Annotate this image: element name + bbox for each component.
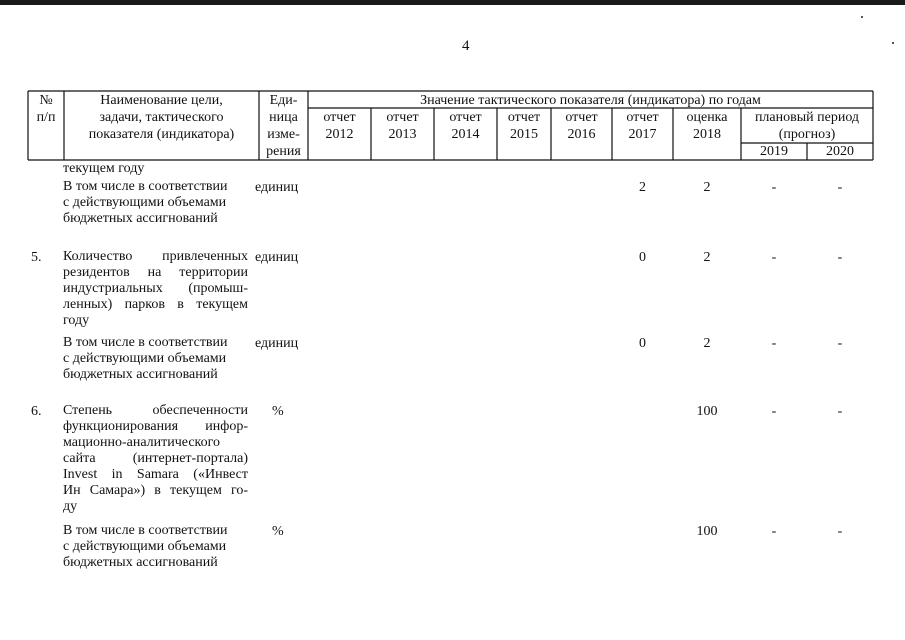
row-value-2018: 2 — [703, 180, 711, 195]
row-text-line: текущем году — [63, 161, 145, 176]
row-unit: единиц — [255, 180, 299, 195]
row-value-2017: 0 — [639, 336, 646, 351]
header-year-kind-2018: оценка — [686, 110, 728, 125]
row-value-2018: 100 — [696, 524, 718, 539]
header-year-2015: 2015 — [510, 127, 538, 142]
header-year-2012: 2012 — [325, 127, 354, 142]
header-year-2014: 2014 — [451, 127, 480, 142]
header-year-2013: 2013 — [388, 127, 417, 142]
header-name-3: показателя (индикатора) — [88, 127, 235, 142]
header-unit-4: рения — [266, 144, 301, 159]
row-text-line: функционирования инфор- — [63, 419, 248, 434]
scan-speck — [861, 16, 863, 18]
row-value-2019: - — [771, 524, 777, 539]
header-year-2016: 2016 — [567, 127, 596, 142]
header-year-kind-2017: отчет — [626, 110, 659, 125]
row-text-line: индустриальных (промыш- — [63, 281, 248, 296]
header-planned-1: плановый период — [754, 110, 860, 125]
row-value-2019: - — [771, 336, 777, 351]
row-unit: единиц — [255, 336, 299, 351]
row-number: 5. — [31, 250, 42, 265]
row-value-2018: 2 — [703, 336, 711, 351]
row-text-line: мационно-аналитического — [63, 435, 221, 450]
header-name-2: задачи, тактического — [99, 110, 224, 125]
row-value-2020: - — [837, 180, 843, 195]
header-unit-1: Еди- — [269, 93, 298, 108]
row-text-line: бюджетных ассигнований — [63, 367, 218, 382]
header-num-1: № — [39, 93, 53, 108]
row-text-line: Ин Самара») в текущем го- — [63, 483, 248, 498]
header-year-kind-2014: отчет — [449, 110, 482, 125]
row-text-line: году — [63, 313, 90, 328]
row-value-2020: - — [837, 404, 843, 419]
row-unit: % — [272, 404, 284, 419]
scan-top-border — [0, 0, 905, 5]
row-text-line: резидентов на территории — [63, 265, 248, 280]
row-unit: единиц — [255, 250, 299, 265]
table-row — [63, 335, 248, 383]
table-row — [63, 523, 248, 571]
header-unit-3: изме- — [267, 127, 300, 142]
row-text-line: Количество привлеченных — [63, 249, 248, 264]
header-year-kind-2012: отчет — [323, 110, 356, 125]
header-year-2019: 2019 — [760, 144, 788, 159]
row-value-2020: - — [837, 250, 843, 265]
row-text-line: бюджетных ассигнований — [63, 211, 218, 226]
header-name-1: Наименование цели, — [100, 93, 223, 108]
row-text-line: В том числе в соответствии — [63, 335, 228, 350]
header-num-2: п/п — [36, 110, 56, 125]
table-row — [63, 403, 248, 515]
row-value-2019: - — [771, 250, 777, 265]
page-number: 4 — [462, 38, 470, 54]
row-text-line: сайта (интернет-портала) — [63, 451, 248, 466]
row-text-line: ленных) парков в текущем — [63, 297, 248, 312]
header-year-kind-2016: отчет — [565, 110, 598, 125]
row-value-2019: - — [771, 180, 777, 195]
row-unit: % — [272, 524, 284, 539]
header-unit-2: ница — [269, 110, 298, 125]
row-text-line: бюджетных ассигнований — [63, 555, 218, 570]
row-value-2020: - — [837, 336, 843, 351]
row-text-line: Invest in Samara («Инвест — [63, 467, 248, 482]
row-text-line: с действующими объемами — [63, 351, 227, 366]
header-year-2020: 2020 — [826, 144, 854, 159]
row-text-line: с действующими объемами — [63, 195, 227, 210]
scan-speck — [892, 42, 894, 44]
header-year-kind-2015: отчет — [507, 110, 541, 125]
table-row-continuation — [63, 161, 248, 177]
row-text-line: Степень обеспеченности — [63, 403, 248, 418]
row-number: 6. — [31, 404, 42, 419]
header-year-kind-2013: отчет — [386, 110, 419, 125]
header-planned-2: (прогноз) — [778, 127, 836, 142]
row-value-2017: 2 — [639, 180, 646, 195]
row-text-line: ду — [63, 499, 78, 514]
row-value-2018: 100 — [696, 404, 718, 419]
header-year-2017: 2017 — [628, 127, 657, 142]
header-values-title: Значение тактического показателя (индикатора) по годам — [420, 93, 761, 108]
row-value-2017: 0 — [639, 250, 646, 265]
header-year-2018: 2018 — [693, 127, 721, 142]
row-text-line: В том числе в соответствии — [63, 523, 228, 538]
row-text-line: с действующими объемами — [63, 539, 227, 554]
table-row — [63, 179, 248, 227]
row-value-2020: - — [837, 524, 843, 539]
row-value-2018: 2 — [703, 250, 711, 265]
row-text-line: В том числе в соответствии — [63, 179, 228, 194]
table-row — [63, 249, 248, 329]
row-value-2019: - — [771, 404, 777, 419]
